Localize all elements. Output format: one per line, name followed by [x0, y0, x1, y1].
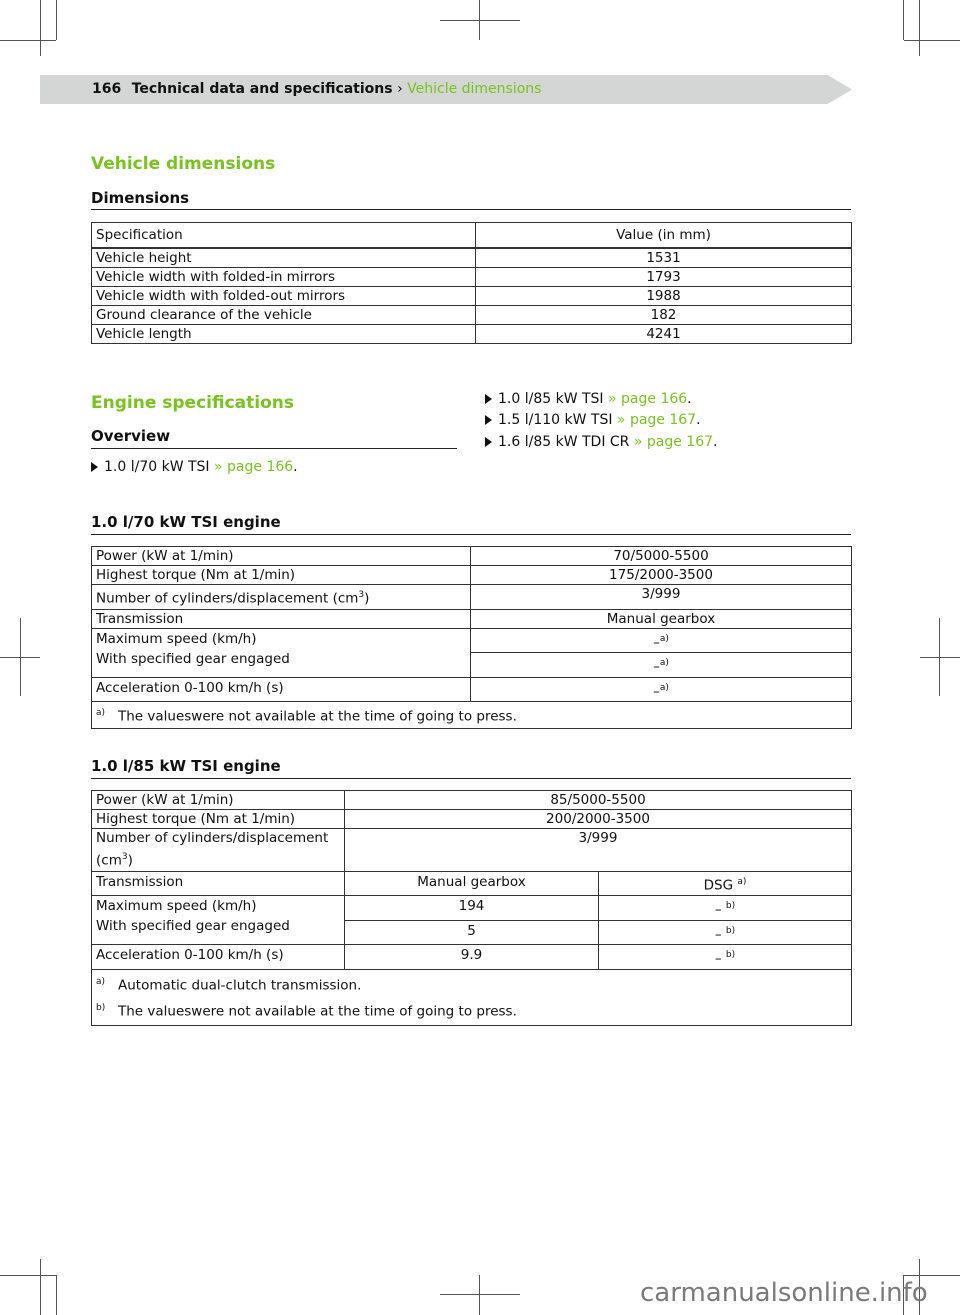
page-link[interactable]: » page 166: [608, 391, 688, 407]
breadcrumb: [92, 81, 541, 97]
table-row: [92, 677, 852, 702]
table-cell: [92, 829, 345, 872]
table-cell: 175/2000-3500: [471, 566, 852, 585]
cell-text: (cm: [96, 852, 122, 869]
crop-mark: [40, 0, 41, 56]
crop-mark: [919, 0, 920, 56]
cell-text: –: [714, 950, 722, 967]
table-cell: [471, 653, 852, 678]
table-footnote-row: [92, 702, 852, 729]
list-item-label: 1.6 l/85 kW TDI CR: [498, 434, 630, 450]
table-row: [92, 248, 852, 268]
table-cell: Highest torque (Nm at 1/min): [92, 566, 471, 585]
divider: [91, 209, 851, 210]
footnote-text: Automatic dual-clutch transmission.: [118, 977, 362, 993]
table-footnote-row: [92, 969, 852, 1025]
page-link[interactable]: » page 167: [616, 412, 697, 428]
table-cell: Vehicle width with folded-in mirrors: [92, 268, 476, 287]
table-header-cell: Specification: [92, 223, 476, 249]
footnote-ref[interactable]: b): [725, 950, 736, 960]
cell-text: With specified gear engaged: [96, 918, 290, 934]
crop-mark: [20, 618, 21, 696]
table-cell: 9.9: [345, 945, 599, 970]
crop-mark: [939, 618, 940, 696]
arrow-right-icon: [485, 394, 492, 404]
footnote-ref[interactable]: a): [659, 633, 669, 644]
breadcrumb-current[interactable]: Vehicle dimensions: [407, 81, 542, 97]
cell-text: ): [127, 852, 133, 869]
cell-text: Maximum speed (km/h): [96, 898, 257, 914]
crop-mark: [440, 20, 520, 21]
list-item: 1.5 l/110 kW TSI » page 167.: [485, 412, 701, 428]
table-row: [92, 791, 852, 810]
cell-text: [96, 848, 340, 871]
crop-mark: [903, 0, 904, 40]
cell-text: –: [653, 634, 660, 650]
table-cell: 182: [476, 306, 852, 325]
subsection-title-overview: Overview: [91, 427, 171, 445]
list-item: 1.6 l/85 kW TDI CR » page 167.: [485, 434, 717, 450]
table-cell: Vehicle height: [92, 248, 476, 268]
watermark: carmanualsonline.info: [640, 1278, 928, 1308]
list-item-label: 1.0 l/85 kW TSI: [498, 391, 604, 407]
footnote-ref[interactable]: b): [725, 901, 736, 911]
table-row: [92, 945, 852, 970]
table-row: [92, 306, 852, 325]
footnote-ref[interactable]: b): [725, 925, 736, 936]
cell-text: Number of cylinders/displacement: [96, 830, 329, 846]
table-row: [92, 325, 852, 344]
table-row: [92, 287, 852, 306]
superscript: 3: [121, 852, 128, 862]
crop-mark: [904, 40, 960, 41]
footnote-text: The valueswere not available at the time of going to press.: [118, 708, 517, 725]
arrow-right-icon: [91, 462, 98, 472]
crop-mark: [0, 1275, 56, 1276]
engine85-table: [91, 790, 852, 1026]
footnote-ref[interactable]: a): [659, 682, 669, 693]
divider: [91, 778, 851, 779]
table-header-cell: Value (in mm): [476, 223, 852, 249]
crop-mark: [479, 1275, 480, 1315]
table-cell: Acceleration 0-100 km/h (s): [92, 945, 345, 970]
cell-text: –: [653, 658, 660, 675]
table-row: [92, 829, 852, 872]
table-cell: Manual gearbox: [471, 609, 852, 628]
cell-text: Number of cylinders/displacement (cm: [96, 590, 359, 607]
list-item-label: 1.5 l/110 kW TSI: [498, 412, 613, 428]
engine70-table: [91, 546, 852, 729]
table-cell: [471, 677, 852, 702]
table-cell: Power (kW at 1/min): [92, 791, 345, 810]
section-title-dimensions: Vehicle dimensions: [91, 154, 276, 174]
table-cell: Manual gearbox: [345, 871, 599, 896]
table-cell: 3/999: [345, 829, 852, 872]
breadcrumb-separator: ›: [397, 81, 403, 97]
crop-mark: [479, 0, 480, 40]
page-link[interactable]: » page 167: [633, 434, 714, 450]
table-row: [92, 268, 852, 287]
table-cell: Transmission: [92, 609, 471, 628]
table-cell: 3/999: [471, 585, 852, 610]
table-row: [92, 628, 852, 653]
cell-text: With specified gear engaged: [96, 650, 290, 667]
table-footnote: [92, 702, 852, 729]
table-cell: 194: [345, 896, 599, 921]
table-cell: Acceleration 0-100 km/h (s): [92, 677, 471, 702]
table-row: [92, 871, 852, 896]
breadcrumb-section[interactable]: Technical data and specifications: [131, 81, 393, 97]
footnote-mark: a): [96, 976, 106, 987]
table-row: [92, 585, 852, 610]
table-cell: 1793: [476, 268, 852, 287]
footnote-mark: b): [96, 1003, 106, 1013]
cell-text: Maximum speed (km/h): [96, 630, 257, 647]
table-row: [92, 896, 852, 921]
cell-text: –: [714, 901, 722, 918]
table-cell: [92, 585, 471, 610]
crop-mark: [56, 0, 57, 40]
table-cell: 200/2000-3500: [345, 810, 852, 829]
divider: [91, 534, 851, 535]
cell-text: –: [714, 926, 722, 942]
crop-mark: [920, 657, 960, 658]
arrow-right-icon: [485, 415, 492, 425]
page-number: 166: [92, 81, 122, 97]
section-title-engine-specs: Engine specifications: [91, 393, 294, 413]
table-cell: 1988: [476, 287, 852, 306]
footnote: [96, 971, 847, 998]
table-footnote: [92, 969, 852, 1025]
table-cell: [92, 628, 471, 677]
crop-mark: [904, 1275, 960, 1276]
table-cell: Vehicle length: [92, 325, 476, 344]
table-cell: [599, 920, 852, 945]
footnote-text: The valueswere not available at the time of going to press.: [118, 1003, 517, 1020]
table-cell: [599, 871, 852, 896]
table-cell: 5: [345, 920, 599, 945]
table-cell: 70/5000-5500: [471, 547, 852, 566]
crop-mark: [440, 1294, 520, 1295]
footnote: [96, 997, 847, 1024]
table-cell: 1531: [476, 248, 852, 268]
table-cell: [599, 945, 852, 970]
subsection-title-engine70: 1.0 l/70 kW TSI engine: [91, 513, 281, 531]
cell-text: ): [364, 590, 370, 607]
list-item: 1.0 l/85 kW TSI » page 166.: [485, 391, 692, 407]
subsection-title-engine85: 1.0 l/85 kW TSI engine: [91, 757, 281, 775]
crop-mark: [40, 1259, 41, 1315]
table-row: [92, 609, 852, 628]
table-cell: 4241: [476, 325, 852, 344]
table-row: [92, 566, 852, 585]
table-cell: Highest torque (Nm at 1/min): [92, 810, 345, 829]
table-cell: Vehicle width with folded-out mirrors: [92, 287, 476, 306]
footnote-mark: a): [96, 708, 106, 718]
crop-mark: [0, 40, 56, 41]
table-header-row: [92, 223, 852, 249]
table-row: [92, 547, 852, 566]
list-item-label: 1.0 l/70 kW TSI: [104, 459, 210, 475]
table-cell: Transmission: [92, 871, 345, 896]
list-item: 1.0 l/70 kW TSI » page 166.: [91, 459, 298, 475]
subsection-title-dimensions: Dimensions: [91, 189, 190, 207]
footnote-ref[interactable]: a): [737, 876, 747, 887]
page-link[interactable]: » page 166: [214, 459, 294, 475]
table-row: [92, 810, 852, 829]
table-cell: [471, 628, 852, 653]
superscript: 3: [358, 590, 365, 600]
divider: [91, 448, 457, 449]
footnote-ref[interactable]: a): [659, 658, 669, 668]
table-cell: [599, 896, 852, 921]
table-cell: Power (kW at 1/min): [92, 547, 471, 566]
cell-text: –: [653, 683, 660, 699]
table-cell: 85/5000-5500: [345, 791, 852, 810]
crop-mark: [56, 1275, 57, 1315]
cell-text: DSG: [703, 877, 734, 893]
table-cell: Ground clearance of the vehicle: [92, 306, 476, 325]
dimensions-table: [91, 222, 852, 344]
arrow-right-icon: [485, 437, 492, 447]
table-cell: [92, 896, 345, 945]
